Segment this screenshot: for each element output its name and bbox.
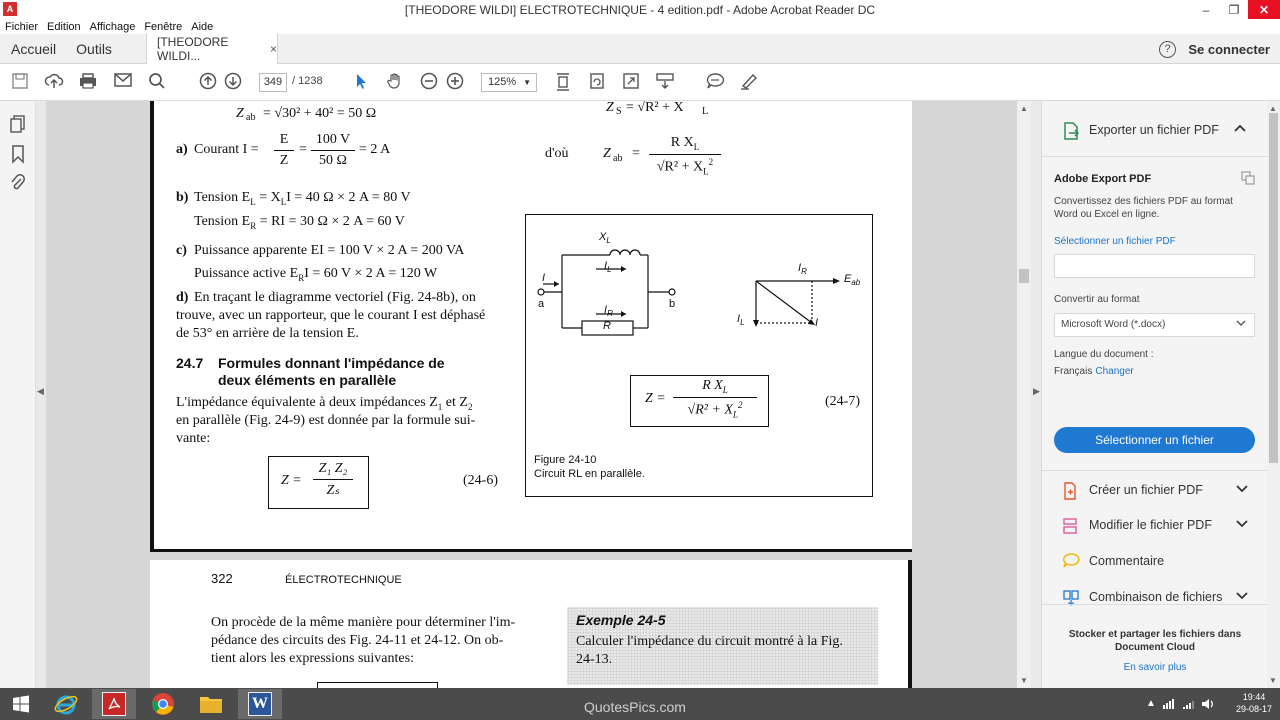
right-panel-toggle[interactable] xyxy=(1031,101,1041,688)
ir-sym: I xyxy=(604,304,608,316)
page-total: / 1238 xyxy=(292,75,323,87)
page-number: 322 xyxy=(211,571,233,586)
minimize-button[interactable]: – xyxy=(1202,2,1210,17)
item-c-line1: Puissance apparente EI = 100 V × 2 A = 200 VA xyxy=(194,243,465,258)
f246-fraction xyxy=(313,461,353,499)
il-sym: I xyxy=(604,260,608,272)
tab-document-label: [THEODORE WILDI... xyxy=(157,35,229,63)
rotate-icon[interactable] xyxy=(586,72,608,92)
tools-pane-scrollbar[interactable] xyxy=(1267,101,1280,688)
zab2-symbol: Z xyxy=(603,146,611,161)
acrobat-logo xyxy=(102,692,126,716)
tools-pane xyxy=(1041,101,1267,688)
frac-den: Z xyxy=(279,153,289,168)
create-pdf-icon xyxy=(1062,482,1078,503)
selected-file-field[interactable] xyxy=(1054,254,1255,278)
windows-taskbar xyxy=(0,688,1280,720)
next-page-icon[interactable] xyxy=(222,72,244,92)
b1-sub: L xyxy=(250,196,256,207)
veab-sym: E xyxy=(844,273,852,285)
page2-para-line2: pédance des circuits des Fig. 24-11 et 24-12. On ob- xyxy=(211,633,504,648)
language-value: Français xyxy=(1054,366,1093,377)
chevron-down-icon xyxy=(1236,314,1246,336)
export-pdf-label: Exporter un fichier PDF xyxy=(1089,123,1219,137)
frac-den-sup: 2 xyxy=(737,399,743,410)
c2-b: I = 60 V × 2 A = 120 W xyxy=(304,266,438,281)
formula-24-7-box xyxy=(630,375,769,427)
title-bar xyxy=(0,0,1280,19)
frac-num: R X xyxy=(670,135,694,150)
language-row xyxy=(1054,366,1134,377)
zab-symbol: Z xyxy=(236,106,244,121)
pdf-page-349 xyxy=(150,101,912,552)
example-line2: 24-13. xyxy=(576,652,613,667)
frac-num: R X xyxy=(702,378,723,393)
page-number-input[interactable]: 349 xyxy=(259,73,287,92)
select-pdf-link[interactable]: Sélectionner un fichier PDF xyxy=(1054,236,1176,247)
item-b-line2 xyxy=(194,214,405,231)
item-a-text: Courant I = xyxy=(194,142,259,157)
network-icon[interactable] xyxy=(1162,698,1176,713)
frac-num: Z₁ Z₂ xyxy=(318,461,348,476)
adobe-export-title: Adobe Export PDF xyxy=(1054,173,1152,185)
zoom-value: 125% xyxy=(488,76,517,88)
document-viewer[interactable] xyxy=(46,101,1017,688)
fraction-100v-over-50 xyxy=(311,132,355,169)
pdf-page-350 xyxy=(150,560,912,688)
frac-den: √R² + X xyxy=(656,159,704,175)
chevron-down-icon xyxy=(1236,589,1248,603)
acrobat-taskbar-icon[interactable] xyxy=(92,689,136,719)
f247-z: Z = xyxy=(645,391,666,406)
tool-create-pdf[interactable] xyxy=(1042,476,1268,506)
figure-24-10 xyxy=(525,214,873,497)
tray-chevron-up-icon[interactable]: ▲ xyxy=(1146,698,1156,709)
frac-num: 100 V xyxy=(315,132,351,147)
internet-explorer-icon[interactable] xyxy=(44,689,88,719)
frac-num-sub: L xyxy=(722,384,728,395)
tab-bar xyxy=(0,34,1280,64)
tool-label: Modifier le fichier PDF xyxy=(1089,518,1212,532)
export-description: Convertissez des fichiers PDF au format Word ou Excel en ligne. xyxy=(1054,196,1233,220)
page2-para-line1: On procède de la même manière pour déterminer l'im- xyxy=(211,615,516,630)
il-sub: L xyxy=(607,265,612,275)
frac-den: 50 Ω xyxy=(319,153,347,168)
f246-z: Z = xyxy=(281,473,302,488)
document-cloud-footer xyxy=(1042,604,1268,688)
sign-in-button[interactable]: Se connecter xyxy=(1188,42,1270,57)
full-screen-icon[interactable] xyxy=(620,72,642,92)
formula-24-6-number: (24-6) xyxy=(463,473,498,488)
convert-format-select[interactable] xyxy=(1054,313,1255,337)
item-b-label: b) xyxy=(176,190,189,205)
change-language-link[interactable]: Changer xyxy=(1095,366,1134,377)
b2-b: = RI = 30 Ω × 2 A = 60 V xyxy=(259,214,405,229)
example-title: Exemple 24-5 xyxy=(576,612,666,628)
tool-comment[interactable] xyxy=(1042,547,1268,577)
edit-pdf-icon xyxy=(1062,517,1078,538)
clock-time: 19:44 xyxy=(1242,692,1266,702)
menu-fichier[interactable]: Fichier xyxy=(5,20,39,33)
zs-xl-subscript: L xyxy=(702,106,709,117)
zs-subscript: S xyxy=(616,106,622,117)
figure-caption-text: Circuit RL en parallèle. xyxy=(534,468,645,480)
vir-sub: R xyxy=(801,267,807,277)
terminal-a: a xyxy=(538,298,545,310)
label-il xyxy=(604,260,612,274)
paragraph-line1 xyxy=(176,395,472,412)
page2-para-line3: tient alors les expressions suivantes: xyxy=(211,651,414,666)
tool-label: Combinaison de fichiers xyxy=(1089,590,1223,604)
frac-den-sup: 2 xyxy=(708,156,714,167)
email-icon[interactable] xyxy=(112,72,134,92)
clock[interactable] xyxy=(1236,691,1272,715)
paragraph-line2: en parallèle (Fig. 24-9) est donnée par la formule sui- xyxy=(176,413,476,428)
window-title: [THEODORE WILDI] ELECTROTECHNIQUE - 4 edition.pdf - Adobe Acrobat Reader DC xyxy=(404,2,876,17)
example-line1: Calculer l'impédance du circuit montré à la Fig. xyxy=(576,634,843,649)
print-icon[interactable] xyxy=(77,72,99,92)
label-r: R xyxy=(603,320,611,332)
scrollbar-thumb[interactable] xyxy=(1019,269,1029,283)
scroll-down-icon[interactable]: ▼ xyxy=(1020,676,1028,685)
zoom-in-icon[interactable] xyxy=(444,72,466,92)
vector-ir xyxy=(798,262,807,276)
ir-sub: R xyxy=(607,309,613,319)
section-title-line1: Formules donnant l'impédance de xyxy=(218,355,445,371)
document-scrollbar[interactable] xyxy=(1017,101,1031,688)
c2-a: Puissance active E xyxy=(194,266,299,281)
search-icon[interactable] xyxy=(146,72,168,92)
document-cloud-text: Stocker et partager les fichiers dans Document Cloud xyxy=(1068,629,1242,653)
tab-accueil[interactable]: Accueil xyxy=(11,40,57,57)
item-b-line1 xyxy=(194,190,411,207)
zab2-equals: = xyxy=(632,146,640,161)
b1-c: I = 40 Ω × 2 A = 80 V xyxy=(286,190,411,205)
item-a-label: a) xyxy=(176,142,188,157)
scroll-mode-icon[interactable] xyxy=(654,72,676,92)
frac-num: E xyxy=(279,132,289,147)
language-label: Langue du document : xyxy=(1054,349,1154,360)
tool-label: Créer un fichier PDF xyxy=(1089,483,1203,497)
vector-il xyxy=(737,313,745,327)
save-icon[interactable] xyxy=(9,72,31,92)
divider xyxy=(1042,470,1268,471)
item-d-label: d) xyxy=(176,290,189,305)
label-xl xyxy=(599,231,611,245)
section-title-line2: deux éléments en parallèle xyxy=(218,372,397,388)
label-ir xyxy=(604,304,613,318)
select-file-button[interactable]: Sélectionner un fichier xyxy=(1054,427,1255,453)
maximize-button[interactable]: ❐ xyxy=(1228,2,1240,17)
convert-format-value: Microsoft Word (*.docx) xyxy=(1061,319,1166,330)
frac-den: Zₛ xyxy=(326,483,340,498)
vector-i: I xyxy=(815,317,819,329)
menu-bar xyxy=(0,19,1280,34)
chevron-up-icon[interactable] xyxy=(1234,120,1246,136)
word-logo: W xyxy=(248,692,272,716)
item-d-line2: trouve, avec un rapporteur, que le courant I est déphasé xyxy=(176,308,486,323)
chevron-left-icon: ◀ xyxy=(37,386,44,396)
zoom-out-icon[interactable] xyxy=(418,72,440,92)
formula-24-7-number: (24-7) xyxy=(825,394,860,409)
start-button[interactable] xyxy=(0,689,42,719)
page-thumbnails-icon[interactable] xyxy=(9,114,27,132)
menu-edition[interactable]: Edition xyxy=(47,20,81,33)
bookmark-icon[interactable] xyxy=(9,144,27,162)
hand-tool-icon[interactable] xyxy=(384,72,406,92)
paragraph-line3: vante: xyxy=(176,431,211,446)
p1-b: et Z xyxy=(442,395,468,410)
veab-sub: ab xyxy=(851,278,861,288)
tool-edit-pdf[interactable] xyxy=(1042,511,1268,541)
menu-fenetre[interactable]: Fenêtre xyxy=(144,20,183,33)
menu-affichage[interactable]: Affichage xyxy=(89,20,136,33)
vector-eab xyxy=(844,273,860,287)
xl-sym: X xyxy=(599,231,607,243)
chevron-down-icon xyxy=(1236,482,1248,496)
chevron-down-icon: ▼ xyxy=(523,78,531,87)
vil-sub: L xyxy=(740,318,745,328)
zab2-subscript: ab xyxy=(613,153,623,164)
file-explorer-icon[interactable] xyxy=(189,689,233,719)
fraction-e-over-z xyxy=(274,132,294,169)
item-d-line1: En traçant le diagramme vectoriel (Fig. 24-8b), on xyxy=(194,290,476,305)
tab-close-icon[interactable]: × xyxy=(269,42,277,56)
zab-equation: = √30² + 40² = 50 Ω xyxy=(263,106,377,121)
volume-icon[interactable] xyxy=(1201,698,1215,713)
clock-date: 29-08-17 xyxy=(1235,704,1272,714)
highlight-pen-icon[interactable] xyxy=(738,72,760,92)
b1-sub2: L xyxy=(280,196,287,207)
toolbar xyxy=(0,64,1280,101)
zoom-select[interactable] xyxy=(481,73,537,92)
zs-equation: = √R² + X xyxy=(626,101,684,115)
learn-more-link[interactable]: En savoir plus xyxy=(1123,662,1187,673)
zab-subscript: ab xyxy=(246,112,256,123)
item-c-label: c) xyxy=(176,243,187,258)
frac-num-sub: L xyxy=(693,141,700,152)
attachment-icon[interactable] xyxy=(9,173,27,191)
running-header: ÉLECTROTECHNIQUE xyxy=(285,574,402,586)
xl-sub: L xyxy=(606,236,611,246)
menu-aide[interactable]: Aide xyxy=(191,20,214,33)
figure-caption-title: Figure 24-10 xyxy=(534,454,597,466)
frac-den-sub: L xyxy=(732,409,738,420)
formula-24-6-box xyxy=(268,456,369,509)
section-number: 24.7 xyxy=(176,355,204,371)
convert-format-label: Convertir au format xyxy=(1054,294,1140,305)
chevron-down-icon xyxy=(1236,517,1248,531)
vil-sym: I xyxy=(737,313,741,325)
left-nav-panel xyxy=(0,101,36,688)
terminal-b: b xyxy=(669,298,676,310)
word-icon[interactable] xyxy=(238,689,282,719)
c2-sub: R xyxy=(298,272,305,283)
label-i: I xyxy=(542,272,546,284)
dou-text: d'où xyxy=(545,146,569,161)
item-a-result: = 2 A xyxy=(359,142,391,157)
chrome-icon[interactable] xyxy=(141,689,185,719)
chevron-right-icon: ▶ xyxy=(1033,386,1040,396)
help-icon[interactable]: ? xyxy=(1159,41,1176,58)
fraction-zab-parallel xyxy=(649,135,721,176)
comment-icon[interactable] xyxy=(704,72,726,92)
b2-a: Tension E xyxy=(194,214,251,229)
frac-den-sub: L xyxy=(703,166,709,177)
scroll-up-icon[interactable]: ▲ xyxy=(1269,104,1277,113)
example-box xyxy=(567,607,878,685)
copy-icon[interactable] xyxy=(1241,171,1255,188)
scrollbar-thumb[interactable] xyxy=(1269,113,1278,463)
select-cursor-icon[interactable] xyxy=(350,72,372,92)
export-pdf-icon xyxy=(1062,121,1080,146)
tab-outils[interactable]: Outils xyxy=(76,40,112,57)
export-pdf-header[interactable] xyxy=(1042,101,1268,157)
watermark-text: QuotesPics.com xyxy=(584,699,686,715)
tab-document[interactable] xyxy=(146,34,278,64)
p1-a: L'impédance équivalente à deux impédances Z xyxy=(176,395,438,410)
b1-b: = X xyxy=(259,190,281,205)
signal-icon[interactable] xyxy=(1182,698,1196,713)
zs-symbol: Z xyxy=(606,101,614,115)
b1-a: Tension E xyxy=(194,190,251,205)
item-c-line2 xyxy=(194,266,437,283)
frac-den: √R² + X xyxy=(687,402,733,418)
close-window-button[interactable]: ✕ xyxy=(1248,0,1280,19)
b2-sub: R xyxy=(250,220,257,231)
upload-cloud-icon[interactable] xyxy=(43,72,65,92)
equals-sign: = xyxy=(299,142,307,157)
fit-page-icon[interactable] xyxy=(552,72,574,92)
vir-sym: I xyxy=(798,262,802,274)
p1-sub: 1 xyxy=(437,401,443,412)
scroll-up-icon[interactable]: ▲ xyxy=(1020,104,1028,113)
item-d-line3: de 53° en arrière de la tension E. xyxy=(176,326,359,341)
comment-bubble-icon xyxy=(1062,553,1080,572)
previous-page-icon[interactable] xyxy=(197,72,219,92)
f247-fraction xyxy=(673,378,757,419)
left-panel-toggle[interactable] xyxy=(36,101,46,688)
acrobat-app-icon: A xyxy=(3,2,17,16)
p1-sub2: 2 xyxy=(467,401,473,412)
tool-label: Commentaire xyxy=(1089,554,1165,568)
scroll-down-icon[interactable]: ▼ xyxy=(1269,676,1277,685)
